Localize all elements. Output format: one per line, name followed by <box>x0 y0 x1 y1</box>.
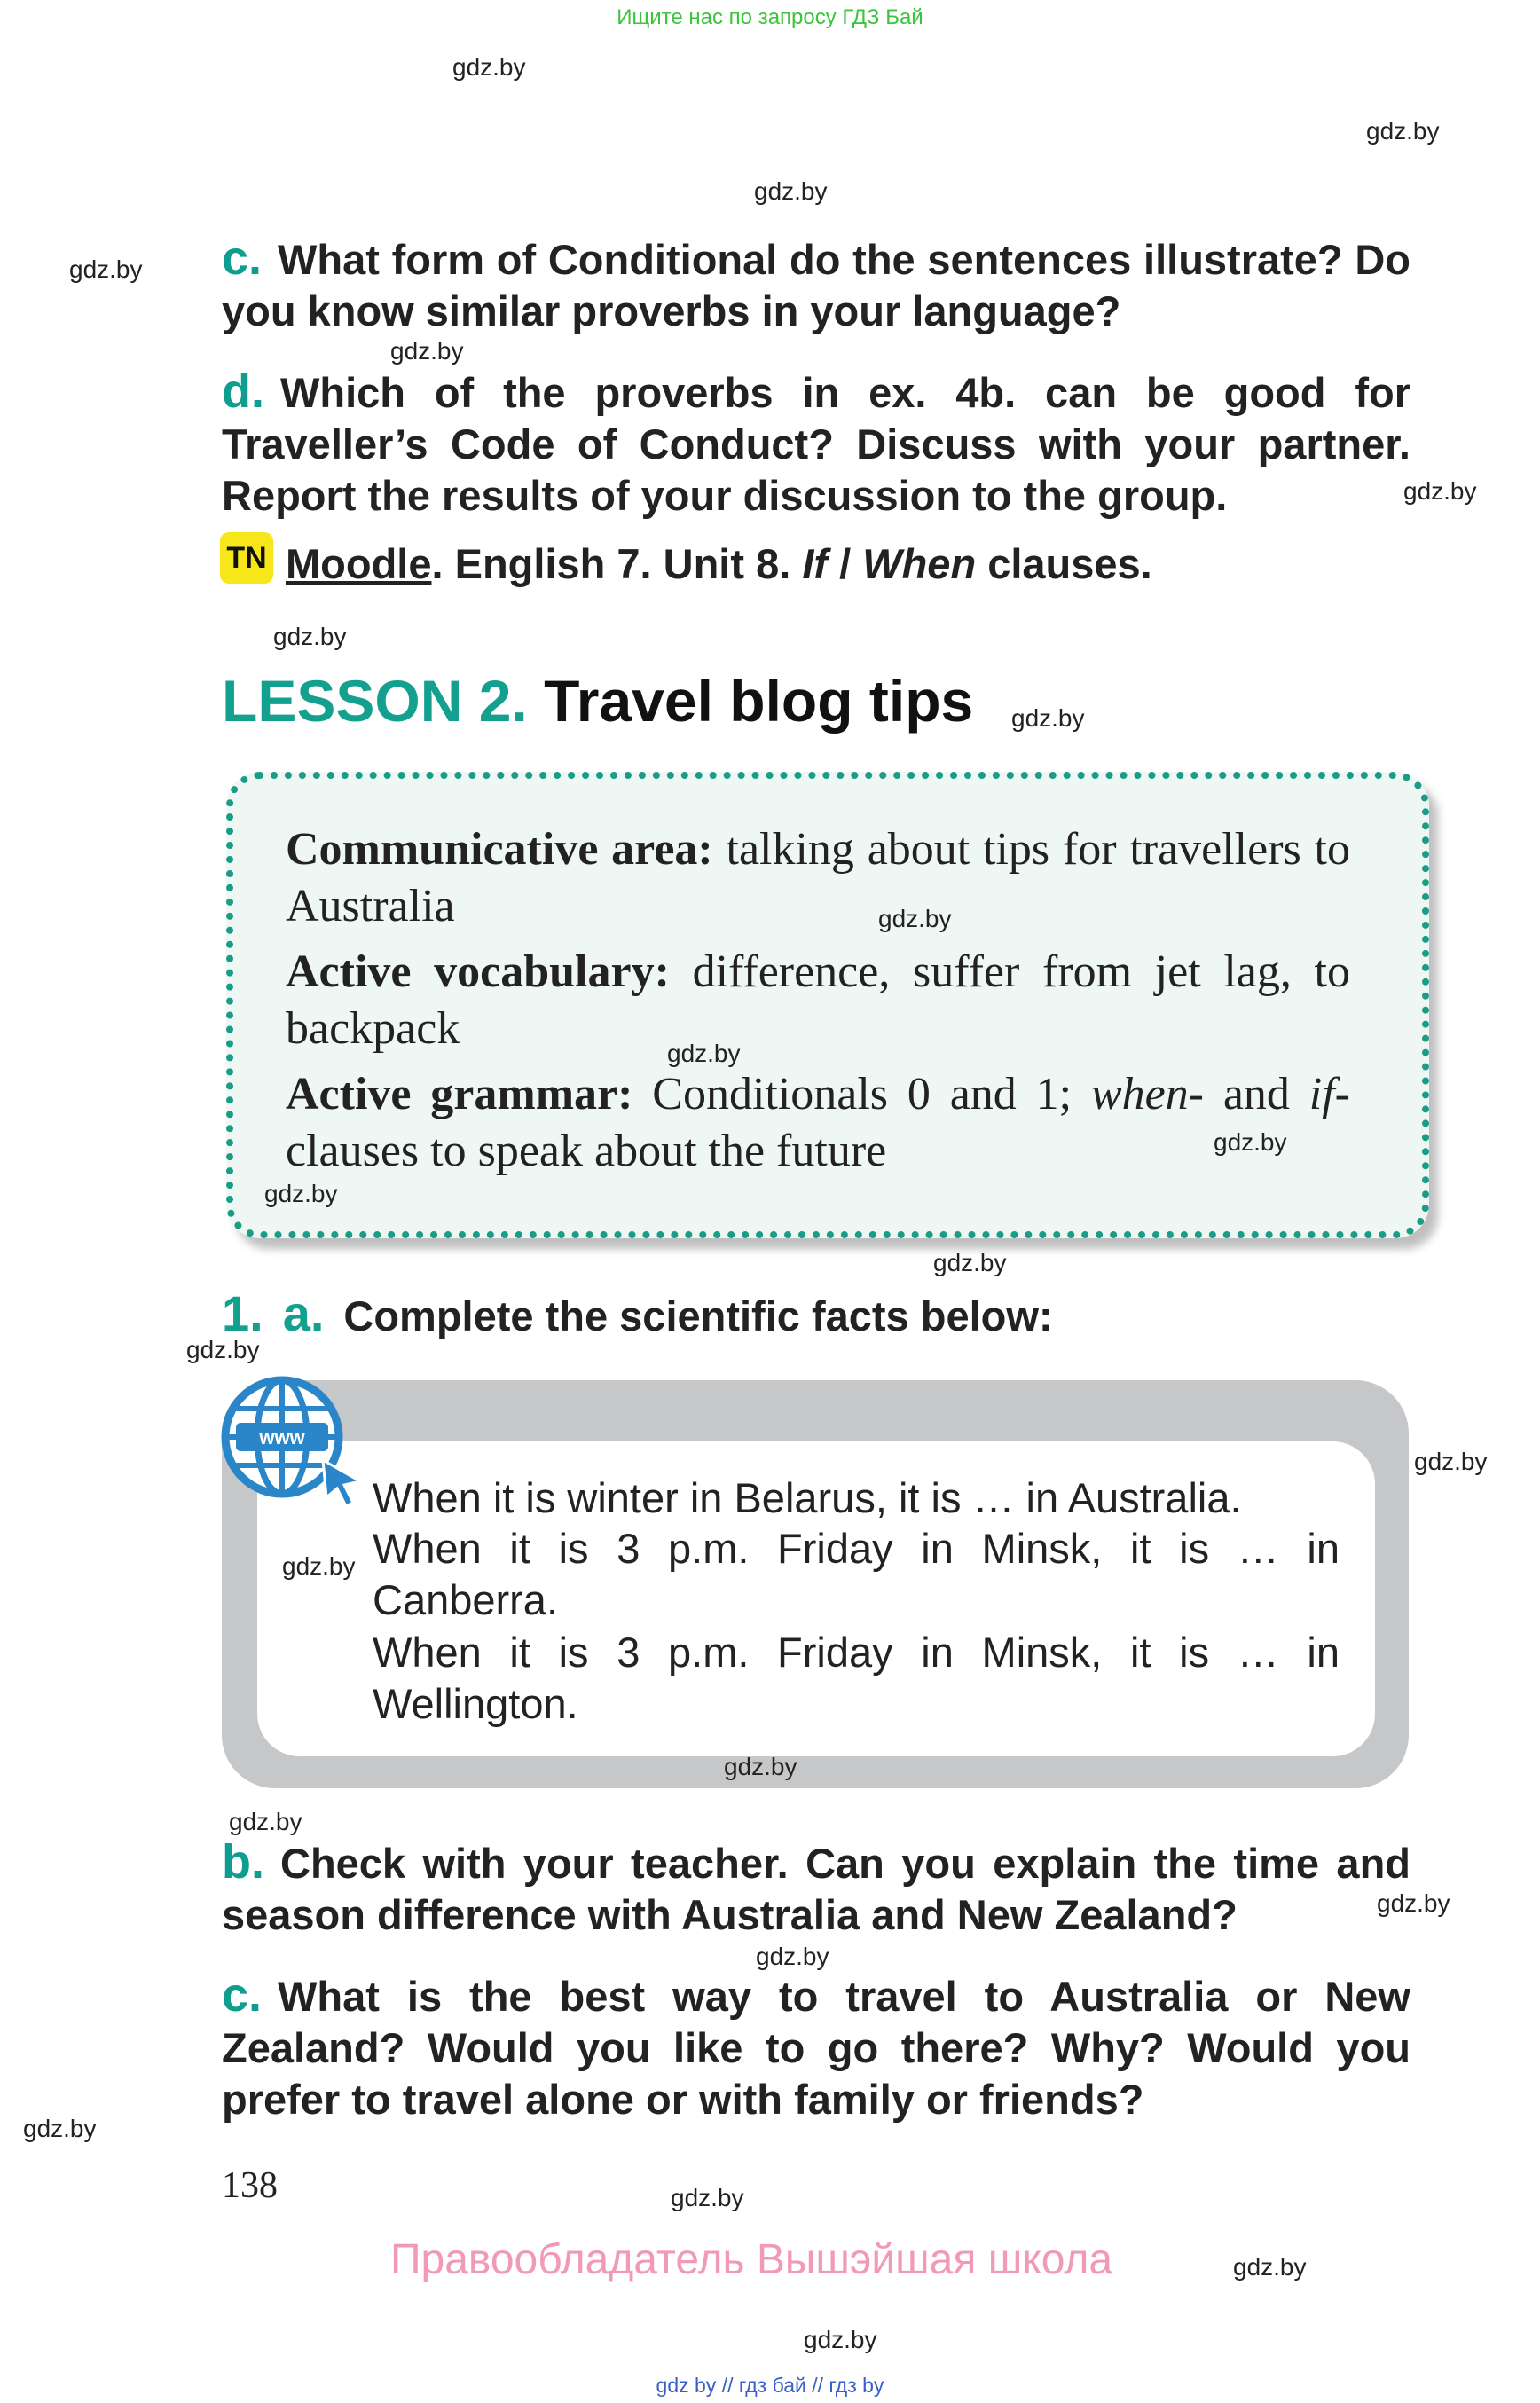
watermark: gdz.by <box>264 1180 338 1207</box>
top-note: Ищите нас по запросу ГДЗ Бай <box>617 5 923 29</box>
exercise-letter: b. <box>222 1835 264 1889</box>
objective-grammar <box>286 1066 1350 1180</box>
lesson-number: LESSON 2. <box>222 668 528 734</box>
objective-label: Communicative area: <box>286 824 713 875</box>
watermark: gdz.by <box>878 905 952 932</box>
moodle-if: If <box>802 540 829 587</box>
objective-text: and <box>1204 1069 1309 1119</box>
fact-line: When it is 3 p.m. Friday in Minsk, it is … in Canberra. <box>373 1525 1340 1623</box>
watermark: gdz.by <box>754 177 828 205</box>
exercise-1b <box>222 1836 1410 1941</box>
fact-line: When it is 3 p.m. Friday in Minsk, it is … in Wellington. <box>373 1629 1340 1727</box>
exercise-letter: a. <box>282 1285 325 1341</box>
watermark: gdz.by <box>1403 477 1477 505</box>
objective-when: when- <box>1090 1069 1204 1119</box>
watermark: gdz.by <box>1233 2253 1307 2281</box>
exercise-number: 1. <box>222 1285 263 1341</box>
exercise-c <box>222 232 1410 337</box>
watermark: gdz.by <box>229 1808 302 1835</box>
objective-text: talking about tips for travellers to Australia <box>286 824 1350 931</box>
watermark: gdz.by <box>671 2184 744 2211</box>
lesson-heading <box>222 667 973 734</box>
watermark: gdz.by <box>667 1040 741 1067</box>
watermark: gdz.by <box>452 53 526 81</box>
objective-text: difference, suffer from jet lag, to backpack <box>286 946 1350 1054</box>
page-number: 138 <box>222 2165 278 2206</box>
moodle-slash: / <box>828 540 863 587</box>
objective-text: -clauses to speak about the future <box>286 1069 1350 1176</box>
watermark: gdz.by <box>273 623 347 650</box>
exercise-d <box>222 365 1410 522</box>
exercise-text: Which of the proverbs in ex. 4b. can be good for Traveller’s Code of Conduct? Discuss with your partner. Report the results of your discussion to the group. <box>222 369 1410 519</box>
watermark: gdz.by <box>804 2326 877 2353</box>
watermark: gdz.by <box>69 255 143 283</box>
moodle-link[interactable]: Moodle <box>286 540 432 587</box>
moodle-text: . English 7. Unit 8. <box>431 540 803 587</box>
rights-holder: Правообладатель Вышэйшая школа <box>390 2236 1113 2283</box>
watermark: gdz.by <box>1366 117 1440 145</box>
exercise-text: Complete the scientific facts below: <box>343 1292 1053 1339</box>
watermark: gdz.by <box>933 1249 1007 1276</box>
moodle-tail: clauses. <box>976 540 1152 587</box>
exercise-letter: c. <box>222 232 263 285</box>
exercise-text: What is the best way to travel to Australia or New Zealand? Would you like to go there? Why? Would you prefer to travel alone or with family or friends? <box>222 1973 1410 2123</box>
exercise-1a <box>222 1284 1053 1342</box>
objective-vocabulary <box>286 944 1350 1057</box>
watermark: gdz.by <box>756 1943 829 1970</box>
watermark: gdz.by <box>1414 1448 1488 1475</box>
watermark: gdz.by <box>1011 704 1085 732</box>
watermark: gdz.by <box>1377 1889 1450 1917</box>
objective-if: if <box>1308 1069 1335 1119</box>
exercise-1c <box>222 1969 1410 2125</box>
exercise-letter: d. <box>222 365 264 418</box>
watermark: gdz.by <box>186 1336 260 1363</box>
globe-label: www <box>259 1426 305 1449</box>
objective-label: Active grammar: <box>286 1069 633 1119</box>
footer-links[interactable]: gdz by // гдз бай // гдз by <box>656 2374 884 2397</box>
watermark: gdz.by <box>23 2115 97 2142</box>
moodle-line <box>286 539 1152 588</box>
fact-line: When it is winter in Belarus, it is … in Australia. <box>373 1474 1242 1521</box>
moodle-when: When <box>862 540 977 587</box>
globe-www-icon <box>218 1373 369 1506</box>
moodle-icon: TN <box>220 532 273 584</box>
watermark: gdz.by <box>724 1753 798 1780</box>
exercise-text: Check with your teacher. Can you explain the time and season difference with Australia and New Zealand? <box>222 1840 1410 1938</box>
objective-label: Active vocabulary: <box>286 946 670 997</box>
objective-text: Conditionals 0 and 1; <box>632 1069 1091 1119</box>
watermark: gdz.by <box>390 337 464 365</box>
exercise-text: What form of Conditional do the sentences illustrate? Do you know similar proverbs in your language? <box>222 236 1410 334</box>
exercise-letter: c. <box>222 1968 263 2022</box>
watermark: gdz.by <box>1214 1128 1287 1156</box>
watermark: gdz.by <box>282 1552 356 1580</box>
objective-communicative <box>286 821 1350 935</box>
lesson-title: Travel blog tips <box>544 668 974 734</box>
